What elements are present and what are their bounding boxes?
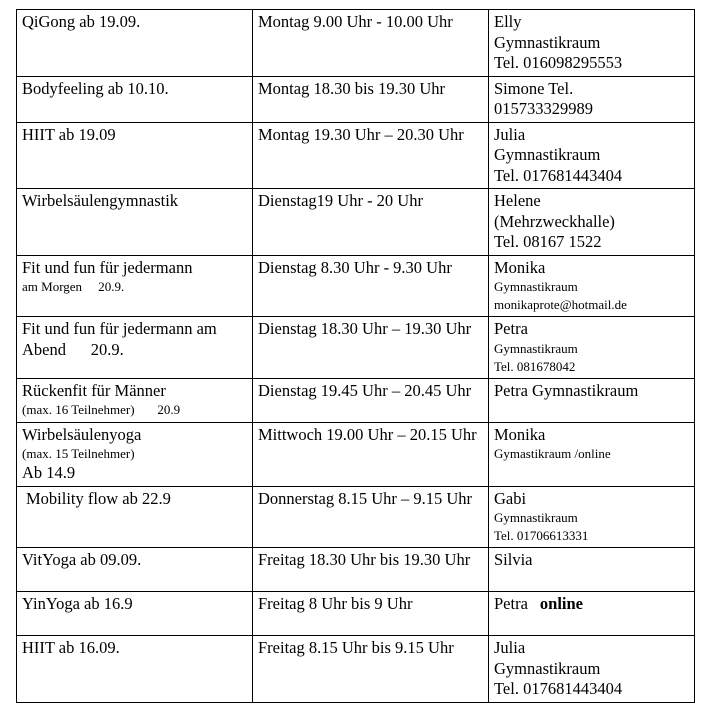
table-row xyxy=(17,636,695,703)
course-time: Montag 18.30 bis 19.30 Uhr xyxy=(258,78,445,98)
time-cell xyxy=(253,122,489,189)
course-cell xyxy=(17,317,253,379)
trainer-name: Gabi xyxy=(494,488,527,508)
time-cell xyxy=(253,76,489,122)
contact-line xyxy=(494,594,690,615)
course-time: Dienstag19 Uhr - 20 Uhr xyxy=(258,191,423,210)
course-cell xyxy=(17,10,253,77)
trainer-name: Elly xyxy=(494,12,522,31)
course-cell xyxy=(17,422,253,486)
contact-phone: Tel. 016098295553 xyxy=(494,53,623,72)
time-cell xyxy=(253,189,489,256)
online-label: online xyxy=(539,594,584,613)
contact-phone: Tel. 017681443404 xyxy=(494,165,623,185)
course-name: VitYoga ab 09.09. xyxy=(22,550,142,569)
contact-cell xyxy=(489,122,695,189)
table-row xyxy=(17,486,695,548)
contact-cell xyxy=(489,548,695,592)
contact-cell xyxy=(489,255,695,317)
contact-phone: 015733329989 xyxy=(494,99,593,118)
table-row xyxy=(17,255,695,317)
course-cell xyxy=(17,122,253,189)
course-location: Gymnastikraum xyxy=(494,340,578,356)
trainer-name: Julia xyxy=(494,638,526,657)
contact-cell xyxy=(489,636,695,703)
course-time: Dienstag 18.30 Uhr – 19.30 Uhr xyxy=(258,319,472,338)
course-location: Gymastikraum /online xyxy=(494,446,611,461)
course-date-note: (max. 16 Teilnehmer) 20.9 xyxy=(22,402,181,417)
course-name: Rückenfit für Männer xyxy=(22,380,166,400)
course-cell xyxy=(17,255,253,317)
time-cell xyxy=(253,422,489,486)
course-name: Wirbelsäulenyoga xyxy=(22,424,142,444)
course-cell xyxy=(17,486,253,548)
course-cell xyxy=(17,548,253,592)
course-cell xyxy=(17,378,253,422)
course-time: Mittwoch 19.00 Uhr – 20.15 Uhr xyxy=(258,424,477,444)
course-time: Freitag 8 Uhr bis 9 Uhr xyxy=(258,594,413,613)
trainer-name: Petra Gymnastikraum xyxy=(494,380,639,400)
contact-email: monikaprote@hotmail.de xyxy=(494,297,627,312)
contact-cell xyxy=(489,189,695,256)
course-start-date: Ab 14.9 xyxy=(22,463,76,482)
course-time: Donnerstag 8.15 Uhr – 9.15 Uhr xyxy=(258,488,473,508)
time-cell xyxy=(253,255,489,317)
contact-phone: Tel. 081678042 xyxy=(494,358,576,374)
contact-cell xyxy=(489,422,695,486)
table-row xyxy=(17,189,695,256)
course-location: Gymnastikraum xyxy=(494,279,578,294)
course-time: Montag 9.00 Uhr - 10.00 Uhr xyxy=(258,12,453,31)
trainer-name: Helene xyxy=(494,191,541,210)
contact-phone: Tel. 01706613331 xyxy=(494,528,589,543)
course-name: QiGong ab 19.09. xyxy=(22,12,141,31)
course-name: Wirbelsäulengymnastik xyxy=(22,191,179,210)
contact-cell xyxy=(489,592,695,636)
contact-cell xyxy=(489,10,695,77)
course-time: Dienstag 8.30 Uhr - 9.30 Uhr xyxy=(258,257,452,277)
course-time: Dienstag 19.45 Uhr – 20.45 Uhr xyxy=(258,380,472,400)
course-location: Gymnastikraum xyxy=(494,145,601,164)
course-time: Freitag 18.30 Uhr bis 19.30 Uhr xyxy=(258,550,471,569)
trainer-name: Monika xyxy=(494,257,546,277)
contact-cell xyxy=(489,378,695,422)
course-name: Bodyfeeling ab 10.10. xyxy=(22,78,169,98)
course-schedule-table xyxy=(16,9,695,703)
table-row xyxy=(17,10,695,77)
course-date-note: am Morgen 20.9. xyxy=(22,279,125,294)
table-row xyxy=(17,592,695,636)
contact-cell xyxy=(489,486,695,548)
table-row xyxy=(17,317,695,379)
course-location: (Mehrzweckhalle) xyxy=(494,211,615,231)
contact-phone: Tel. 08167 1522 xyxy=(494,232,602,251)
table-row xyxy=(17,422,695,486)
course-location: Gymnastikraum xyxy=(494,510,578,525)
course-location: Gymnastikraum xyxy=(494,658,601,678)
time-cell xyxy=(253,10,489,77)
course-time: Freitag 8.15 Uhr bis 9.15 Uhr xyxy=(258,638,454,657)
trainer-name: Petra xyxy=(494,319,528,338)
time-cell xyxy=(253,378,489,422)
course-name: Mobility flow ab 22.9 xyxy=(26,488,171,508)
time-cell xyxy=(253,592,489,636)
table-row xyxy=(17,76,695,122)
time-cell xyxy=(253,317,489,379)
table-row xyxy=(17,378,695,422)
course-cell xyxy=(17,636,253,703)
trainer-name: Petra xyxy=(494,594,528,613)
table-row xyxy=(17,548,695,592)
course-name: Fit und fun für jedermann xyxy=(22,257,193,277)
table-row xyxy=(17,122,695,189)
time-cell xyxy=(253,548,489,592)
course-name: YinYoga ab 16.9 xyxy=(22,594,133,613)
course-name: Fit und fun für jedermann am Abend 20.9. xyxy=(22,319,220,359)
contact-phone: Tel. 017681443404 xyxy=(494,679,623,698)
course-cell xyxy=(17,592,253,636)
course-participant-note: (max. 15 Teilnehmer) xyxy=(22,446,135,461)
trainer-name: Julia xyxy=(494,124,526,144)
trainer-name: Simone Tel. xyxy=(494,78,574,98)
course-location: Gymnastikraum xyxy=(494,32,601,52)
course-cell xyxy=(17,189,253,256)
course-name: HIIT ab 19.09 xyxy=(22,124,116,144)
time-cell xyxy=(253,486,489,548)
course-cell xyxy=(17,76,253,122)
contact-cell xyxy=(489,317,695,379)
course-time: Montag 19.30 Uhr – 20.30 Uhr xyxy=(258,124,464,144)
contact-cell xyxy=(489,76,695,122)
trainer-name: Monika xyxy=(494,424,546,444)
time-cell xyxy=(253,636,489,703)
trainer-name: Silvia xyxy=(494,550,533,569)
course-name: HIIT ab 16.09. xyxy=(22,638,120,657)
